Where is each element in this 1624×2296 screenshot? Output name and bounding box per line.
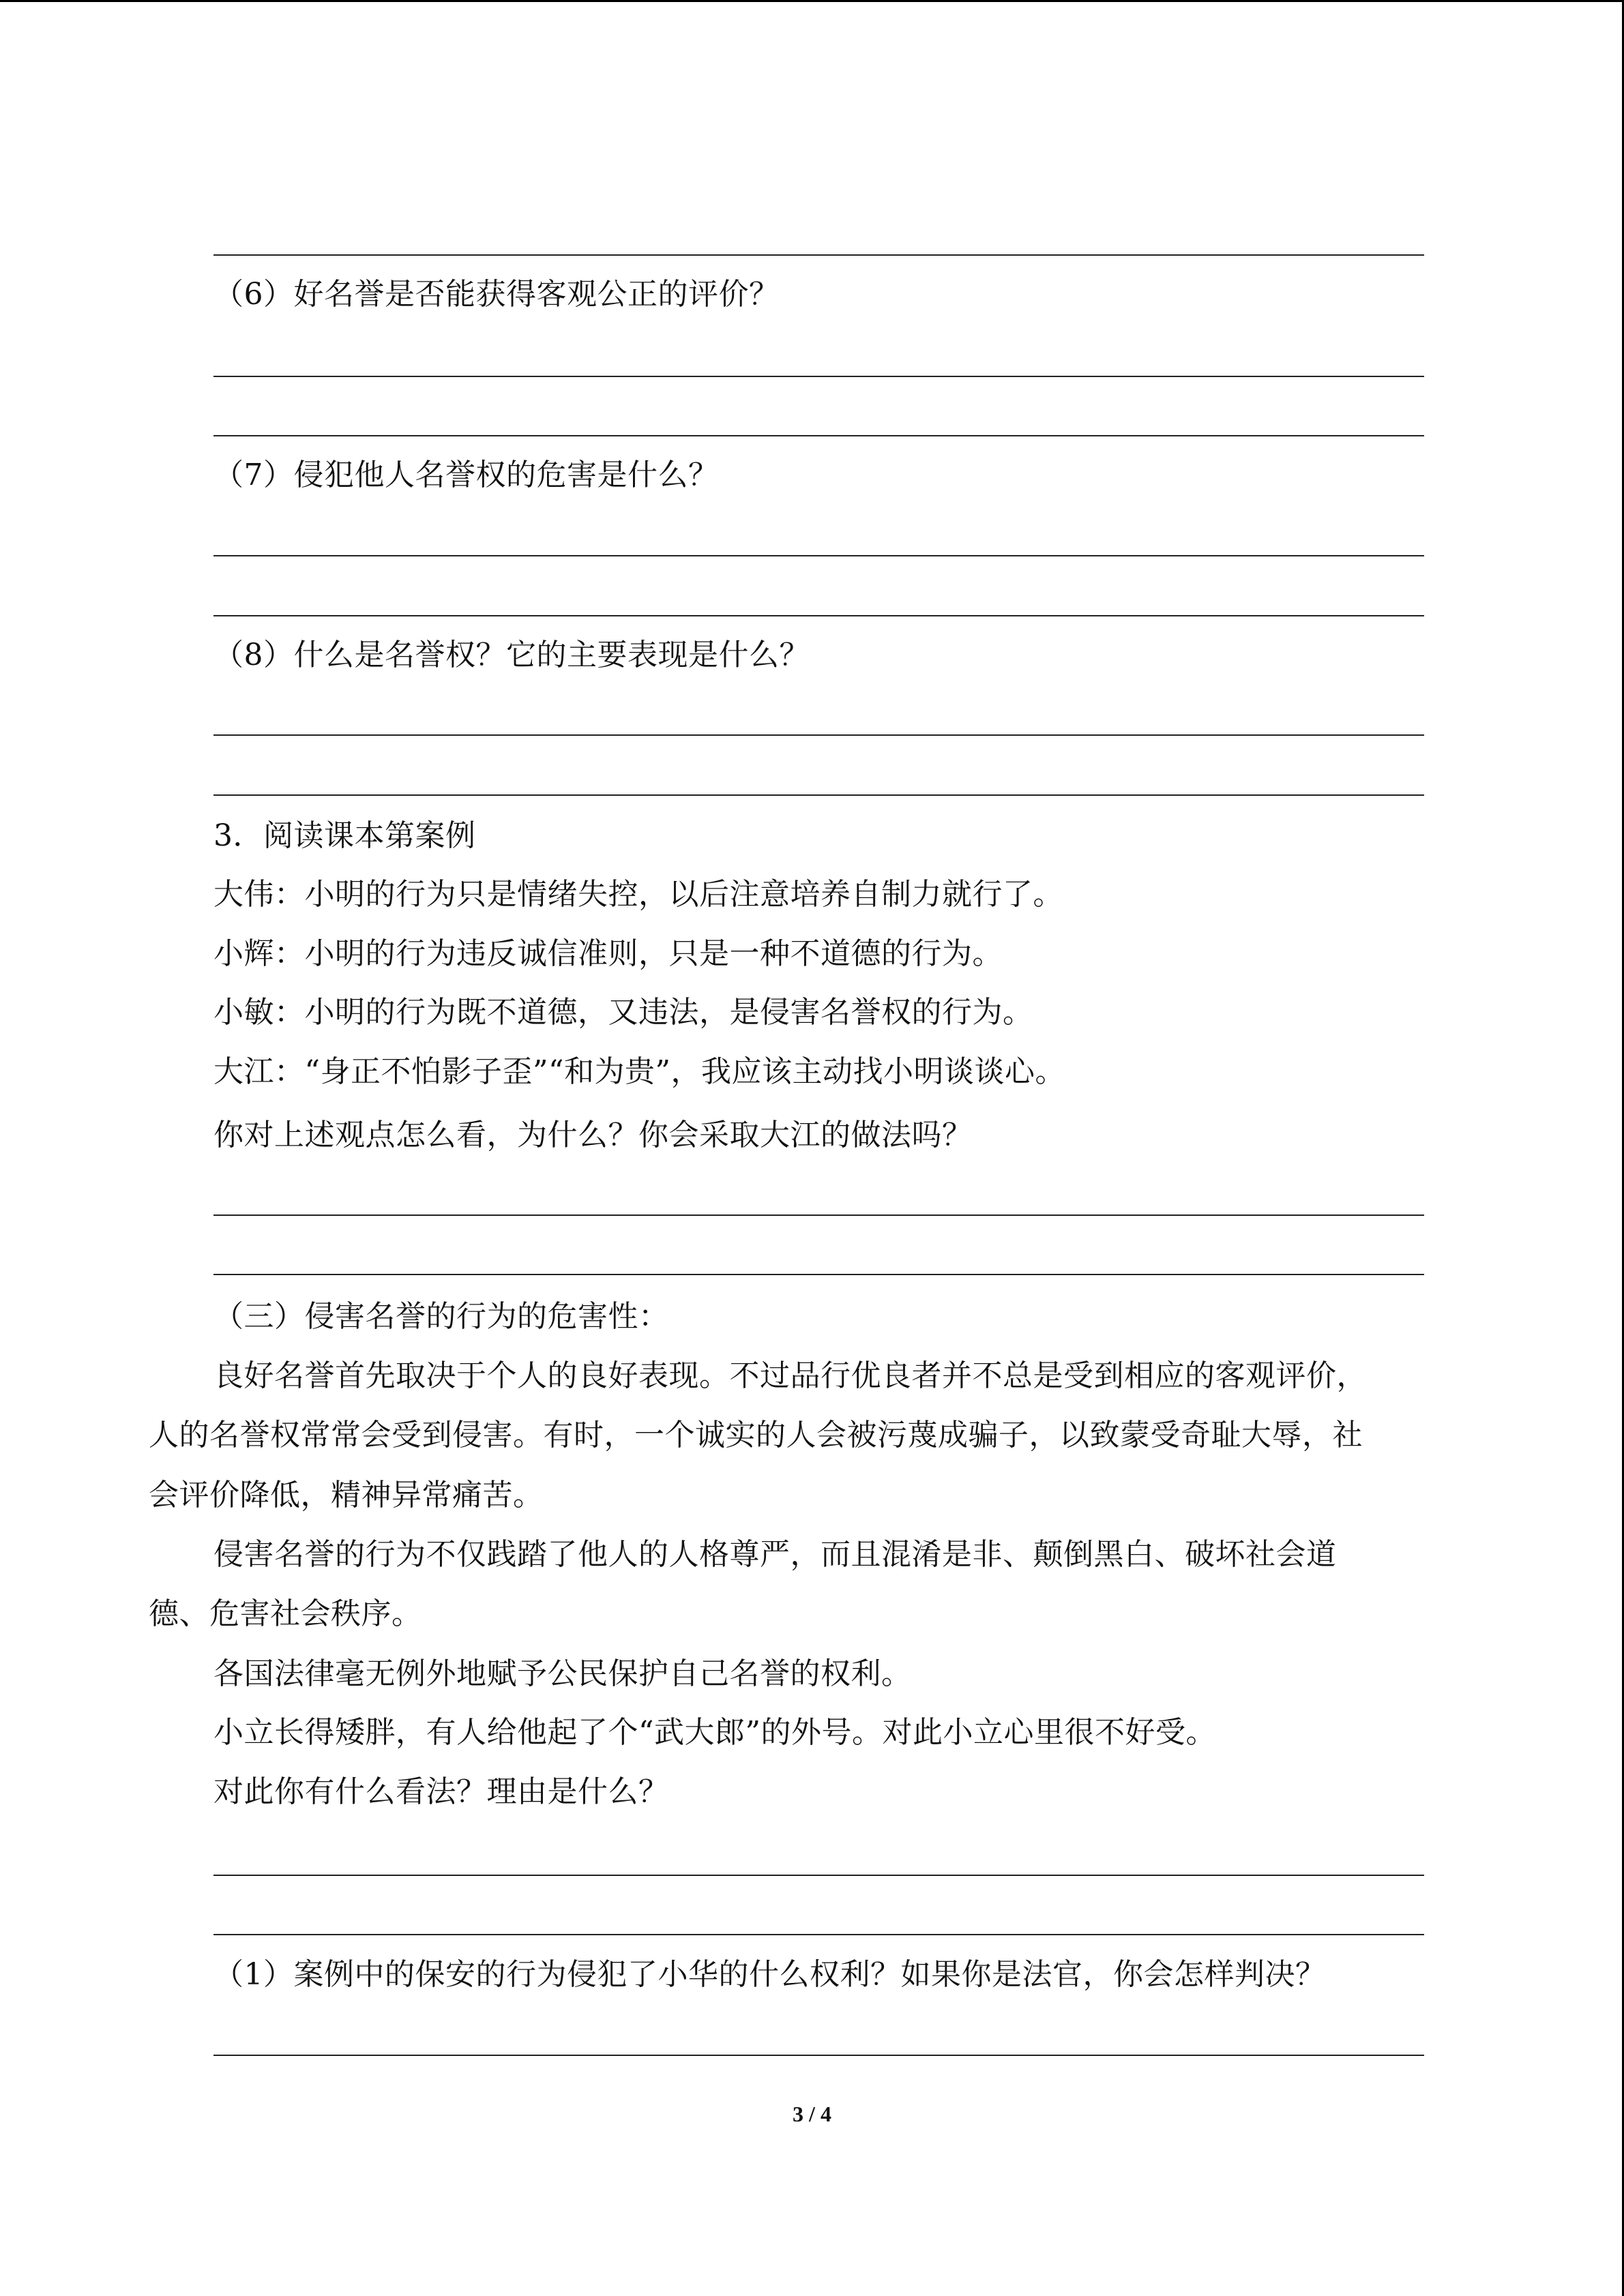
answer-line[interactable]	[213, 794, 1424, 796]
answer-line[interactable]	[213, 376, 1424, 377]
harm-paragraph-1-line-3: 会评价降低，精神异常痛苦。	[149, 1478, 544, 1512]
section-3-heading: 3．阅读课本第案例	[213, 818, 476, 853]
page-border-top	[0, 0, 1624, 2]
harm-paragraph-1-line-2: 人的名誉权常常会受到侵害。有时，一个诚实的人会被污蔑成骗子，以致蒙受奇耻大辱，社	[149, 1418, 1363, 1452]
question-8: （8）什么是名誉权？它的主要表现是什么？	[213, 638, 810, 672]
harm-paragraph-3: 各国法律毫无例外地赋予公民保护自己名誉的权利。	[213, 1656, 912, 1691]
answer-line[interactable]	[213, 555, 1424, 556]
opinion-dajiang: 大江：“身正不怕影子歪”“和为贵”，我应该主动找小明谈谈心。	[213, 1054, 1065, 1089]
section-3-question: 你对上述观点怎么看，为什么？你会采取大江的做法吗？	[213, 1118, 973, 1152]
opinion-xiaohui: 小辉：小明的行为违反诚信准则，只是一种不道德的行为。	[213, 936, 1003, 971]
harm-paragraph-2-line-2: 德、危害社会秩序。	[149, 1596, 422, 1631]
answer-line[interactable]	[213, 1274, 1424, 1275]
answer-line[interactable]	[213, 615, 1424, 616]
question-7: （7）侵犯他人名誉权的危害是什么？	[213, 458, 719, 492]
harm-question: 对此你有什么看法？理由是什么？	[213, 1774, 669, 1809]
harm-paragraph-1-line-1: 良好名誉首先取决于个人的良好表现。不过品行优良者并不总是受到相应的客观评价，	[213, 1358, 1367, 1393]
answer-line[interactable]	[213, 1875, 1424, 1876]
answer-line[interactable]	[213, 2055, 1424, 2056]
answer-line[interactable]	[213, 1214, 1424, 1216]
answer-line[interactable]	[213, 254, 1424, 256]
opinion-dawei: 大伟：小明的行为只是情绪失控，以后注意培养自制力就行了。	[213, 877, 1063, 912]
answer-line[interactable]	[213, 734, 1424, 736]
harm-heading: （三）侵害名誉的行为的危害性：	[213, 1299, 669, 1334]
question-6: （6）好名誉是否能获得客观公正的评价？	[213, 277, 780, 312]
opinion-xiaomin: 小敏：小明的行为既不道德，又违法，是侵害名誉权的行为。	[213, 995, 1033, 1030]
answer-line[interactable]	[213, 435, 1424, 436]
answer-line[interactable]	[213, 1934, 1424, 1935]
final-question: （1）案例中的保安的行为侵犯了小华的什么权利？如果你是法官，你会怎样判决？	[213, 1957, 1326, 1992]
harm-paragraph-2-line-1: 侵害名誉的行为不仅践踏了他人的人格尊严，而且混淆是非、颠倒黑白、破坏社会道	[213, 1537, 1337, 1572]
page-number: 3 / 4	[793, 2102, 831, 2126]
harm-paragraph-4: 小立长得矮胖，有人给他起了个“武大郎”的外号。对此小立心里很不好受。	[213, 1715, 1216, 1750]
